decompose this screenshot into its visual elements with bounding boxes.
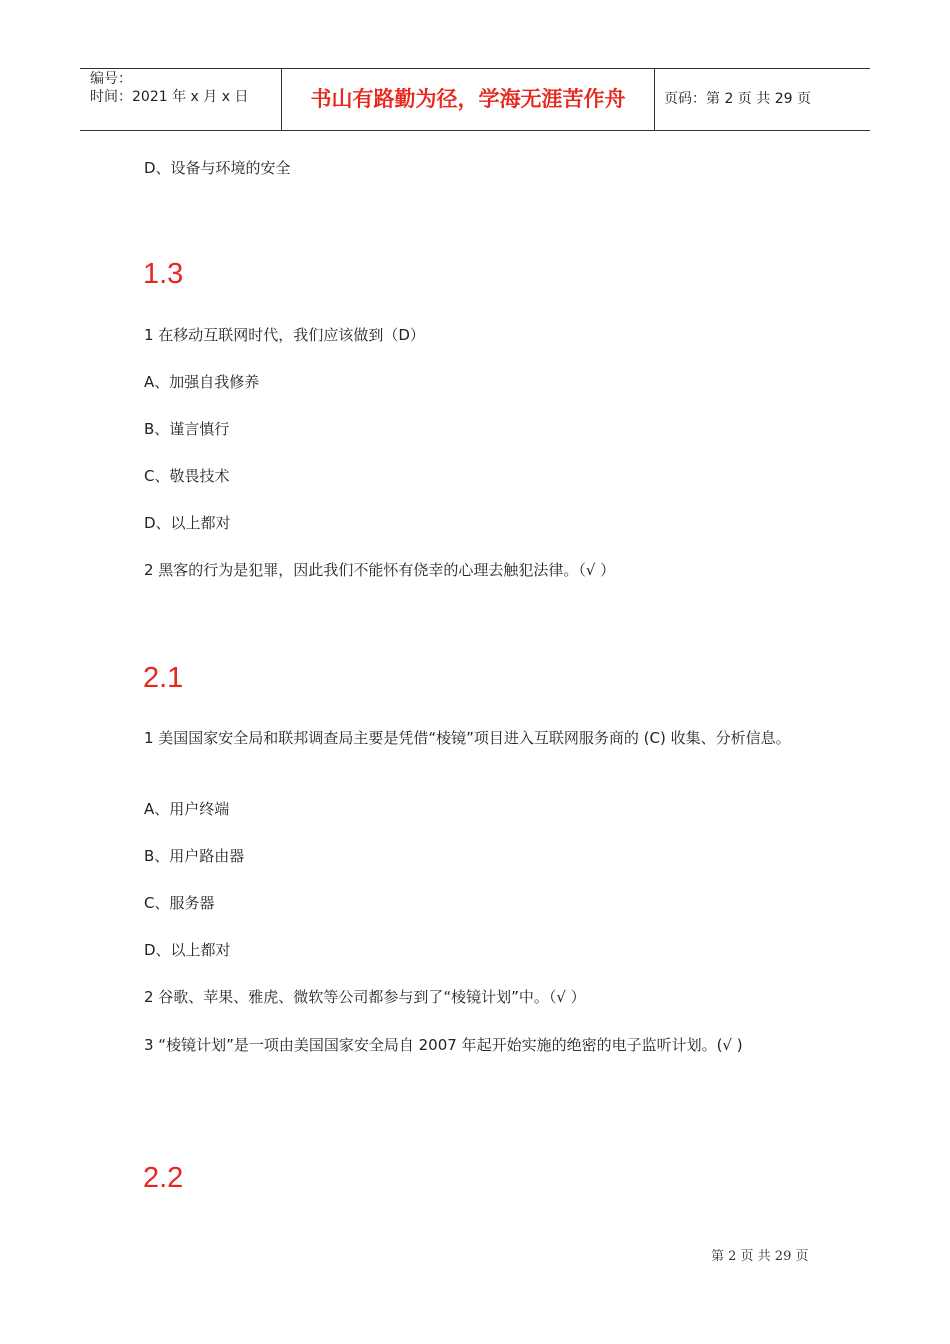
section-heading-2-2: 2.2 [143, 1162, 184, 1194]
section-heading-1-3: 1.3 [143, 258, 184, 290]
option-c: C、敬畏技术 [144, 467, 230, 485]
question-1-3-2: 2 黑客的行为是犯罪，因此我们不能怀有侥幸的心理去触犯法律。（√ ） [144, 561, 616, 579]
footer-page-number: 第 2 页 共 29 页 [711, 1249, 809, 1264]
header-page-number: 页码：第 2 页 共 29 页 [664, 91, 811, 107]
document-number-label: 编号： [90, 71, 132, 87]
option-c: C、服务器 [144, 894, 215, 912]
option-a: A、用户终端 [144, 800, 230, 818]
section-heading-2-1: 2.1 [143, 662, 184, 694]
header-motto-cell [282, 69, 655, 130]
header-info-cell [80, 69, 282, 130]
question-2-1-1: 1 美国国家安全局和联邦调查局主要是凭借“棱镜”项目进入互联网服务商的 (C) 收集、分析信息。 [144, 729, 791, 747]
header-page-cell [655, 69, 870, 130]
option-d-previous: D、设备与环境的安全 [144, 159, 291, 177]
question-2-1-3: 3 “棱镜计划”是一项由美国国家安全局自 2007 年起开始实施的绝密的电子监听计划。(√ ) [144, 1036, 743, 1054]
option-b: B、谨言慎行 [144, 420, 230, 438]
question-1-3-1: 1 在移动互联网时代，我们应该做到（D） [144, 326, 425, 344]
header-motto: 书山有路勤为径，学海无涯苦作舟 [310, 86, 626, 111]
option-d: D、以上都对 [144, 941, 231, 959]
page-header [80, 68, 870, 131]
option-b: B、用户路由器 [144, 847, 245, 865]
document-date: 时间：2021 年 x 月 x 日 [90, 89, 249, 105]
option-a: A、加强自我修养 [144, 373, 260, 391]
option-d: D、以上都对 [144, 514, 231, 532]
question-2-1-2: 2 谷歌、苹果、雅虎、微软等公司都参与到了“棱镜计划”中。（√ ） [144, 988, 586, 1006]
